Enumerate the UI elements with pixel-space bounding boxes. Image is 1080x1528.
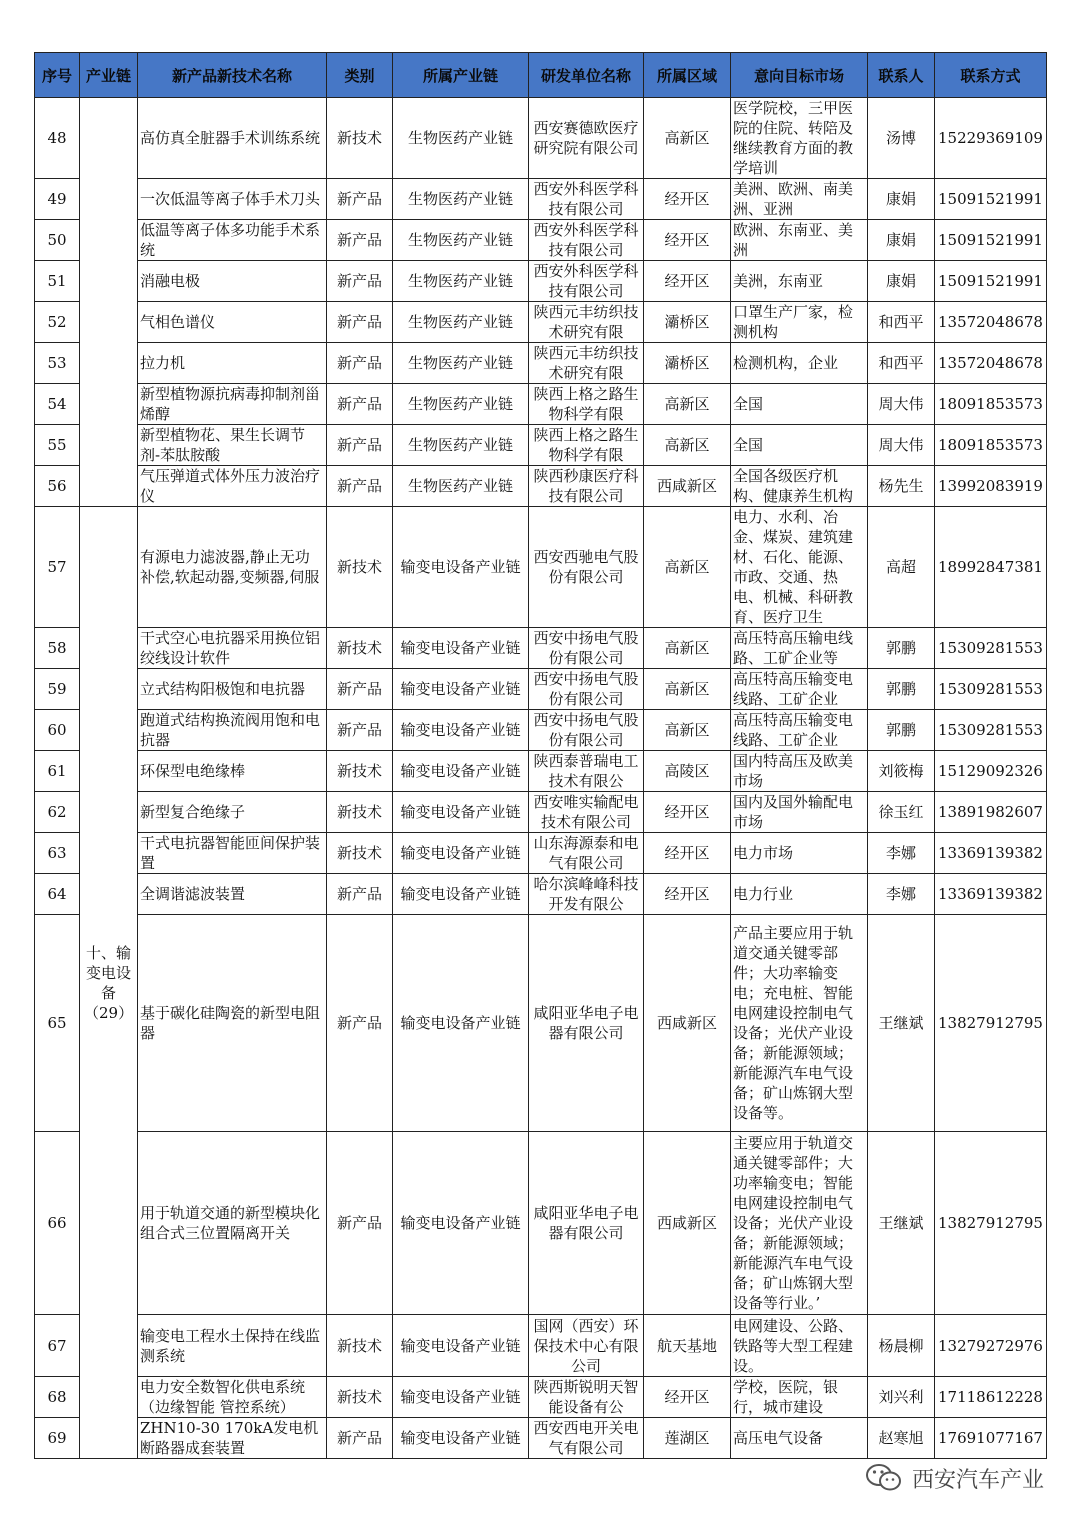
- product-name: 新型复合绝缘子: [138, 792, 327, 833]
- industry-chain: 输变电设备产业链: [393, 1132, 529, 1315]
- rd-unit: 陕西元丰纺织技术研究有限: [529, 302, 644, 343]
- row-number: 54: [35, 384, 80, 425]
- contact-phone: 17118612228: [935, 1377, 1047, 1418]
- industry-chain: 输变电设备产业链: [393, 792, 529, 833]
- header-cell: 类别: [327, 53, 393, 98]
- row-number: 65: [35, 915, 80, 1132]
- category: 新产品: [327, 261, 393, 302]
- category: 新技术: [327, 1377, 393, 1418]
- chain-group-cell: [80, 98, 138, 507]
- district: 高新区: [644, 628, 731, 669]
- row-number: 51: [35, 261, 80, 302]
- district: 高新区: [644, 507, 731, 628]
- contact-person: 周大伟: [868, 384, 935, 425]
- product-name: 气压弹道式体外压力波治疗仪: [138, 466, 327, 507]
- target-market: 高压特高压输变电线路、工矿企业: [731, 710, 868, 751]
- target-market: 高压电气设备: [731, 1418, 868, 1459]
- contact-person: 徐玉红: [868, 792, 935, 833]
- contact-person: 和西平: [868, 302, 935, 343]
- rd-unit: 西安中扬电气股份有限公司: [529, 710, 644, 751]
- rd-unit: 西安外科医学科技有限公司: [529, 261, 644, 302]
- district: 西咸新区: [644, 1132, 731, 1315]
- row-number: 56: [35, 466, 80, 507]
- district: 高新区: [644, 425, 731, 466]
- table-row: [35, 466, 1047, 507]
- target-market: 全国: [731, 384, 868, 425]
- table-row: [35, 384, 1047, 425]
- district: 高新区: [644, 669, 731, 710]
- industry-chain: 生物医药产业链: [393, 384, 529, 425]
- contact-phone: 13572048678: [935, 302, 1047, 343]
- category: 新产品: [327, 669, 393, 710]
- contact-phone: 13279272976: [935, 1315, 1047, 1377]
- category: 新产品: [327, 1418, 393, 1459]
- table-row: [35, 220, 1047, 261]
- rd-unit: 山东海源泰和电气有限公司: [529, 833, 644, 874]
- contact-phone: 15091521991: [935, 220, 1047, 261]
- rd-unit: 西安外科医学科技有限公司: [529, 220, 644, 261]
- header-cell: 联系人: [868, 53, 935, 98]
- product-name: 用于轨道交通的新型模块化组合式三位置隔离开关: [138, 1132, 327, 1315]
- contact-person: 王继斌: [868, 1132, 935, 1315]
- row-number: 60: [35, 710, 80, 751]
- district: 高新区: [644, 98, 731, 179]
- target-market: 高压特高压输电线路、工矿企业等: [731, 628, 868, 669]
- contact-phone: 15309281553: [935, 628, 1047, 669]
- district: 西咸新区: [644, 466, 731, 507]
- product-name: 一次低温等离子体手术刀头: [138, 179, 327, 220]
- contact-phone: 18091853573: [935, 425, 1047, 466]
- category: 新技术: [327, 628, 393, 669]
- contact-person: 康娟: [868, 261, 935, 302]
- table-row: [35, 751, 1047, 792]
- rd-unit: 哈尔滨峰峰科技开发有限公: [529, 874, 644, 915]
- category: 新产品: [327, 179, 393, 220]
- header-cell: 序号: [35, 53, 80, 98]
- rd-unit: 西安西电开关电气有限公司: [529, 1418, 644, 1459]
- target-market: 主要应用于轨道交通关键零部件；大功率输变电；智能电网建设控制电气设备；光伏产业设备；新能源领域；新能源汽车电气设备；矿山炼钢大型设备等行业。’: [731, 1132, 868, 1315]
- category: 新产品: [327, 915, 393, 1132]
- product-name: 立式结构阳极饱和电抗器: [138, 669, 327, 710]
- district: 经开区: [644, 792, 731, 833]
- product-name: 干式空心电抗器采用换位铝绞线设计软件: [138, 628, 327, 669]
- table-row: [35, 1132, 1047, 1315]
- industry-chain: 生物医药产业链: [393, 343, 529, 384]
- industry-chain: 输变电设备产业链: [393, 1315, 529, 1377]
- product-name: 电力安全数智化供电系统（边缘智能 管控系统）: [138, 1377, 327, 1418]
- target-market: 全国各级医疗机构、健康养生机构: [731, 466, 868, 507]
- district: 经开区: [644, 179, 731, 220]
- category: 新技术: [327, 507, 393, 628]
- rd-unit: 陕西上格之路生物科学有限: [529, 384, 644, 425]
- contact-phone: 13369139382: [935, 833, 1047, 874]
- product-name: 干式电抗器智能匝间保护装置: [138, 833, 327, 874]
- district: 经开区: [644, 1377, 731, 1418]
- table-row: [35, 1418, 1047, 1459]
- contact-person: 周大伟: [868, 425, 935, 466]
- industry-chain: 生物医药产业链: [393, 220, 529, 261]
- contact-phone: 13572048678: [935, 343, 1047, 384]
- contact-phone: 13992083919: [935, 466, 1047, 507]
- target-market: 国内及国外输配电市场: [731, 792, 868, 833]
- contact-person: 康娟: [868, 220, 935, 261]
- rd-unit: 国网（西安）环保技术中心有限公司: [529, 1315, 644, 1377]
- target-market: 美洲，东南亚: [731, 261, 868, 302]
- contact-person: 郭鹏: [868, 628, 935, 669]
- table-row: [35, 710, 1047, 751]
- target-market: 产品主要应用于轨道交通关键零部件；大功率输变电；充电桩、智能电网建设控制电气设备；光伏产业设备；新能源领域；新能源汽车电气设备；矿山炼钢大型设备等。: [731, 915, 868, 1132]
- product-name: 全调谐滤波装置: [138, 874, 327, 915]
- product-name: 低温等离子体多功能手术系统: [138, 220, 327, 261]
- product-name: 基于碳化硅陶瓷的新型电阻器: [138, 915, 327, 1132]
- contact-phone: 15091521991: [935, 261, 1047, 302]
- rd-unit: 陕西元丰纺织技术研究有限: [529, 343, 644, 384]
- rd-unit: 陕西泰普瑞电工技术有限公: [529, 751, 644, 792]
- industry-chain: 输变电设备产业链: [393, 710, 529, 751]
- product-name: 消融电极: [138, 261, 327, 302]
- table-row: [35, 507, 1047, 628]
- contact-person: 刘筱梅: [868, 751, 935, 792]
- district: 经开区: [644, 261, 731, 302]
- product-name: 有源电力滤波器,静止无功补偿,软起动器,变频器,伺服: [138, 507, 327, 628]
- row-number: 53: [35, 343, 80, 384]
- district: 高陵区: [644, 751, 731, 792]
- target-market: 口罩生产厂家，检测机构: [731, 302, 868, 343]
- row-number: 63: [35, 833, 80, 874]
- industry-chain: 输变电设备产业链: [393, 628, 529, 669]
- rd-unit: 西安唯实输配电技术有限公司: [529, 792, 644, 833]
- target-market: 电网建设、公路、铁路等大型工程建设。: [731, 1315, 868, 1377]
- category: 新产品: [327, 710, 393, 751]
- contact-phone: 15091521991: [935, 179, 1047, 220]
- industry-chain: 输变电设备产业链: [393, 874, 529, 915]
- row-number: 59: [35, 669, 80, 710]
- contact-phone: 17691077167: [935, 1418, 1047, 1459]
- table-row: [35, 669, 1047, 710]
- district: 西咸新区: [644, 915, 731, 1132]
- contact-person: 康娟: [868, 179, 935, 220]
- table-row: [35, 343, 1047, 384]
- category: 新产品: [327, 466, 393, 507]
- rd-unit: 西安中扬电气股份有限公司: [529, 669, 644, 710]
- rd-unit: 陕西上格之路生物科学有限: [529, 425, 644, 466]
- target-market: 检测机构，企业: [731, 343, 868, 384]
- target-market: 医学院校，三甲医院的住院、转陪及继续教育方面的教学培训: [731, 98, 868, 179]
- row-number: 52: [35, 302, 80, 343]
- row-number: 50: [35, 220, 80, 261]
- category: 新产品: [327, 220, 393, 261]
- district: 高新区: [644, 384, 731, 425]
- category: 新产品: [327, 425, 393, 466]
- category: 新产品: [327, 874, 393, 915]
- row-number: 58: [35, 628, 80, 669]
- contact-phone: 18992847381: [935, 507, 1047, 628]
- header-cell: 新产品新技术名称: [138, 53, 327, 98]
- target-market: 欧洲、东南亚、美洲: [731, 220, 868, 261]
- rd-unit: 西安赛德欧医疗研究院有限公司: [529, 98, 644, 179]
- contact-person: 杨晨柳: [868, 1315, 935, 1377]
- table-row: [35, 833, 1047, 874]
- product-name: 跑道式结构换流阀用饱和电抗器: [138, 710, 327, 751]
- contact-person: 李娜: [868, 874, 935, 915]
- district: 经开区: [644, 833, 731, 874]
- district: 灞桥区: [644, 343, 731, 384]
- contact-phone: 15229369109: [935, 98, 1047, 179]
- row-number: 68: [35, 1377, 80, 1418]
- contact-phone: 13827912795: [935, 915, 1047, 1132]
- industry-chain: 输变电设备产业链: [393, 751, 529, 792]
- row-number: 48: [35, 98, 80, 179]
- header-cell: 联系方式: [935, 53, 1047, 98]
- category: 新技术: [327, 98, 393, 179]
- table-row: [35, 261, 1047, 302]
- category: 新产品: [327, 1132, 393, 1315]
- header-cell: 所属区域: [644, 53, 731, 98]
- industry-chain: 生物医药产业链: [393, 98, 529, 179]
- footer-watermark: [864, 1462, 1044, 1494]
- target-market: 全国: [731, 425, 868, 466]
- category: 新技术: [327, 833, 393, 874]
- rd-unit: 西安中扬电气股份有限公司: [529, 628, 644, 669]
- row-number: 61: [35, 751, 80, 792]
- district: 航天基地: [644, 1315, 731, 1377]
- table-row: [35, 98, 1047, 179]
- target-market: 学校，医院，银行，城市建设: [731, 1377, 868, 1418]
- contact-phone: 13891982607: [935, 792, 1047, 833]
- district: 经开区: [644, 874, 731, 915]
- header-cell: 产业链: [80, 53, 138, 98]
- table-row: [35, 874, 1047, 915]
- table-row: [35, 1377, 1047, 1418]
- contact-person: 高超: [868, 507, 935, 628]
- target-market: 电力市场: [731, 833, 868, 874]
- row-number: 69: [35, 1418, 80, 1459]
- contact-phone: 15309281553: [935, 710, 1047, 751]
- product-name: 新型植物花、果生长调节剂-苯肽胺酸: [138, 425, 327, 466]
- category: 新技术: [327, 751, 393, 792]
- category: 新技术: [327, 792, 393, 833]
- contact-phone: 13827912795: [935, 1132, 1047, 1315]
- category: 新产品: [327, 384, 393, 425]
- target-market: 电力行业: [731, 874, 868, 915]
- product-name: ZHN10-30 170kA发电机断路器成套装置: [138, 1418, 327, 1459]
- row-number: 64: [35, 874, 80, 915]
- row-number: 57: [35, 507, 80, 628]
- product-name: 环保型电绝缘棒: [138, 751, 327, 792]
- table-row: [35, 1315, 1047, 1377]
- contact-person: 李娜: [868, 833, 935, 874]
- target-market: 美洲、欧洲、南美洲、亚洲: [731, 179, 868, 220]
- district: 高新区: [644, 710, 731, 751]
- district: 莲湖区: [644, 1418, 731, 1459]
- header-cell: 研发单位名称: [529, 53, 644, 98]
- contact-phone: 18091853573: [935, 384, 1047, 425]
- header-row: [35, 53, 1047, 98]
- contact-phone: 13369139382: [935, 874, 1047, 915]
- table-row: [35, 915, 1047, 1132]
- industry-chain: 输变电设备产业链: [393, 915, 529, 1132]
- rd-unit: 咸阳亚华电子电器有限公司: [529, 1132, 644, 1315]
- table-row: [35, 628, 1047, 669]
- contact-person: 汤博: [868, 98, 935, 179]
- industry-chain: 生物医药产业链: [393, 302, 529, 343]
- contact-phone: 15309281553: [935, 669, 1047, 710]
- rd-unit: 陕西秒康医疗科技有限公司: [529, 466, 644, 507]
- contact-person: 郭鹏: [868, 669, 935, 710]
- industry-chain: 输变电设备产业链: [393, 1418, 529, 1459]
- category: 新技术: [327, 1315, 393, 1377]
- industry-chain: 生物医药产业链: [393, 179, 529, 220]
- industry-chain: 生物医药产业链: [393, 425, 529, 466]
- chain-group-cell: 十、输变电设备（29）: [80, 507, 138, 1459]
- contact-person: 刘兴利: [868, 1377, 935, 1418]
- header-cell: 所属产业链: [393, 53, 529, 98]
- product-name: 输变电工程水土保持在线监测系统: [138, 1315, 327, 1377]
- industry-chain: 生物医药产业链: [393, 466, 529, 507]
- table-row: [35, 179, 1047, 220]
- contact-person: 杨先生: [868, 466, 935, 507]
- row-number: 55: [35, 425, 80, 466]
- district: 灞桥区: [644, 302, 731, 343]
- contact-person: 赵寒旭: [868, 1418, 935, 1459]
- table-row: [35, 302, 1047, 343]
- category: 新产品: [327, 302, 393, 343]
- row-number: 49: [35, 179, 80, 220]
- category: 新产品: [327, 343, 393, 384]
- rd-unit: 陕西斯锐明天智能设备有公: [529, 1377, 644, 1418]
- footer-text: 西安汽车产业: [911, 1467, 1044, 1493]
- industry-chain: 输变电设备产业链: [393, 1377, 529, 1418]
- product-table: [34, 52, 1047, 1459]
- district: 经开区: [644, 220, 731, 261]
- industry-chain: 生物医药产业链: [393, 261, 529, 302]
- product-name: 高仿真全脏器手术训练系统: [138, 98, 327, 179]
- contact-person: 郭鹏: [868, 710, 935, 751]
- target-market: 高压特高压输变电线路、工矿企业: [731, 669, 868, 710]
- contact-phone: 15129092326: [935, 751, 1047, 792]
- header-cell: 意向目标市场: [731, 53, 868, 98]
- rd-unit: 西安西驰电气股份有限公司: [529, 507, 644, 628]
- product-name: 气相色谱仪: [138, 302, 327, 343]
- contact-person: 王继斌: [868, 915, 935, 1132]
- rd-unit: 咸阳亚华电子电器有限公司: [529, 915, 644, 1132]
- industry-chain: 输变电设备产业链: [393, 833, 529, 874]
- row-number: 67: [35, 1315, 80, 1377]
- wechat-icon: [864, 1462, 904, 1494]
- contact-person: 和西平: [868, 343, 935, 384]
- row-number: 62: [35, 792, 80, 833]
- industry-chain: 输变电设备产业链: [393, 669, 529, 710]
- product-name: 新型植物源抗病毒抑制剂甾烯醇: [138, 384, 327, 425]
- industry-chain: 输变电设备产业链: [393, 507, 529, 628]
- rd-unit: 西安外科医学科技有限公司: [529, 179, 644, 220]
- row-number: 66: [35, 1132, 80, 1315]
- product-name: 拉力机: [138, 343, 327, 384]
- table-row: [35, 792, 1047, 833]
- target-market: 电力、水利、冶金、煤炭、建筑建材、石化、能源、市政、交通、热电、机械、科研教育、医疗卫生: [731, 507, 868, 628]
- table-row: [35, 425, 1047, 466]
- target-market: 国内特高压及欧美市场: [731, 751, 868, 792]
